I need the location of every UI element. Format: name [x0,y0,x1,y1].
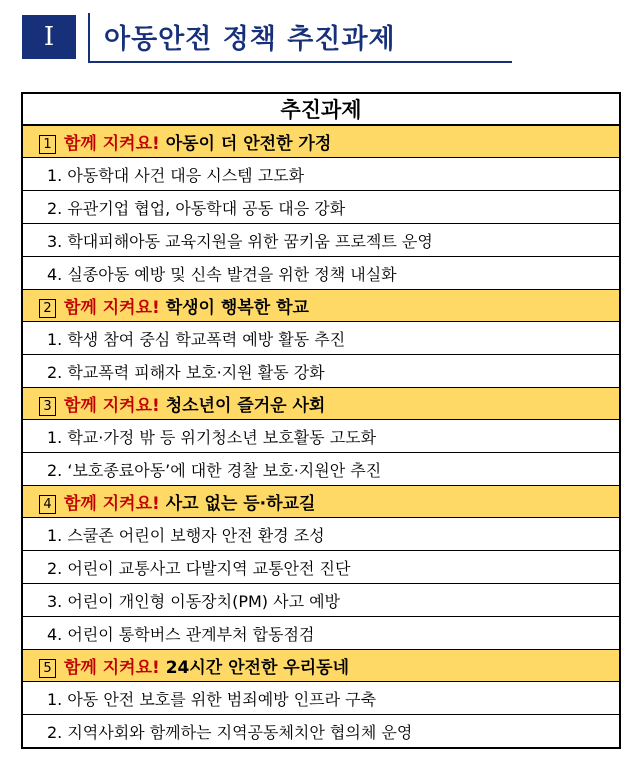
task-item: 2. 지역사회와 함께하는 지역공동체치안 협의체 운영 [22,715,620,749]
task-item: 1. 아동학대 사건 대응 시스템 고도화 [22,158,620,191]
tasks-table [21,92,621,749]
section-row [22,650,620,682]
section-number: 4 [39,495,56,514]
section-row [22,125,620,158]
task-row [22,224,620,257]
task-item: 2. 학교폭력 피해자 보호·지원 활동 강화 [22,355,620,388]
section-row [22,388,620,420]
section-number: 1 [39,135,56,154]
section-row [22,290,620,322]
task-row [22,420,620,453]
task-item: 1. 학교·가정 밖 등 위기청소년 보호활동 고도화 [22,420,620,453]
section-header [22,13,510,63]
section-number: 5 [39,659,56,678]
task-item: 1. 스쿨존 어린이 보행자 안전 환경 조성 [22,518,620,551]
section-cell [22,486,620,518]
section-number: 3 [39,397,56,416]
task-row [22,158,620,191]
task-item: 2. 어린이 교통사고 다발지역 교통안전 진단 [22,551,620,584]
task-row [22,257,620,290]
task-row [22,191,620,224]
task-item: 3. 학대피해아동 교육지원을 위한 꿈키움 프로젝트 운영 [22,224,620,257]
task-row [22,584,620,617]
section-highlight: 함께 지켜요! [64,396,160,416]
section-cell [22,290,620,322]
section-cell [22,125,620,158]
section-number: 2 [39,299,56,318]
section-title: 아동이 더 안전한 가정 [165,134,332,154]
tasks-body [22,125,620,748]
task-item: 4. 어린이 통학버스 관계부처 합동점검 [22,617,620,650]
section-title: 청소년이 즐거운 사회 [165,396,326,416]
section-highlight: 함께 지켜요! [64,298,160,318]
section-title: 학생이 행복한 학교 [165,298,309,318]
task-item: 1. 아동 안전 보호를 위한 범죄예방 인프라 구축 [22,682,620,715]
section-title: 사고 없는 등·하교길 [165,494,316,514]
section-highlight: 함께 지켜요! [64,658,160,678]
section-highlight: 함께 지켜요! [64,134,160,154]
section-cell [22,388,620,420]
section-title: 24시간 안전한 우리동네 [165,658,349,678]
task-row [22,322,620,355]
table-header-row [22,93,620,125]
task-row [22,453,620,486]
task-item: 3. 어린이 개인형 이동장치(PM) 사고 예방 [22,584,620,617]
task-row [22,617,620,650]
table-header: 추진과제 [22,93,620,125]
section-row [22,486,620,518]
task-row [22,355,620,388]
page-title: 아동안전 정책 추진과제 [104,24,396,55]
task-row [22,551,620,584]
task-item: 1. 학생 참여 중심 학교폭력 예방 활동 추진 [22,322,620,355]
title-frame [88,13,512,63]
task-row [22,518,620,551]
section-cell [22,650,620,682]
section-highlight: 함께 지켜요! [64,494,160,514]
task-row [22,682,620,715]
section-number-badge: Ⅰ [22,15,76,59]
task-item: 4. 실종아동 예방 및 신속 발견을 위한 정책 내실화 [22,257,620,290]
task-item: 2. 유관기업 협업, 아동학대 공동 대응 강화 [22,191,620,224]
task-row [22,715,620,749]
task-item: 2. ‘보호종료아동’에 대한 경찰 보호·지원안 추진 [22,453,620,486]
